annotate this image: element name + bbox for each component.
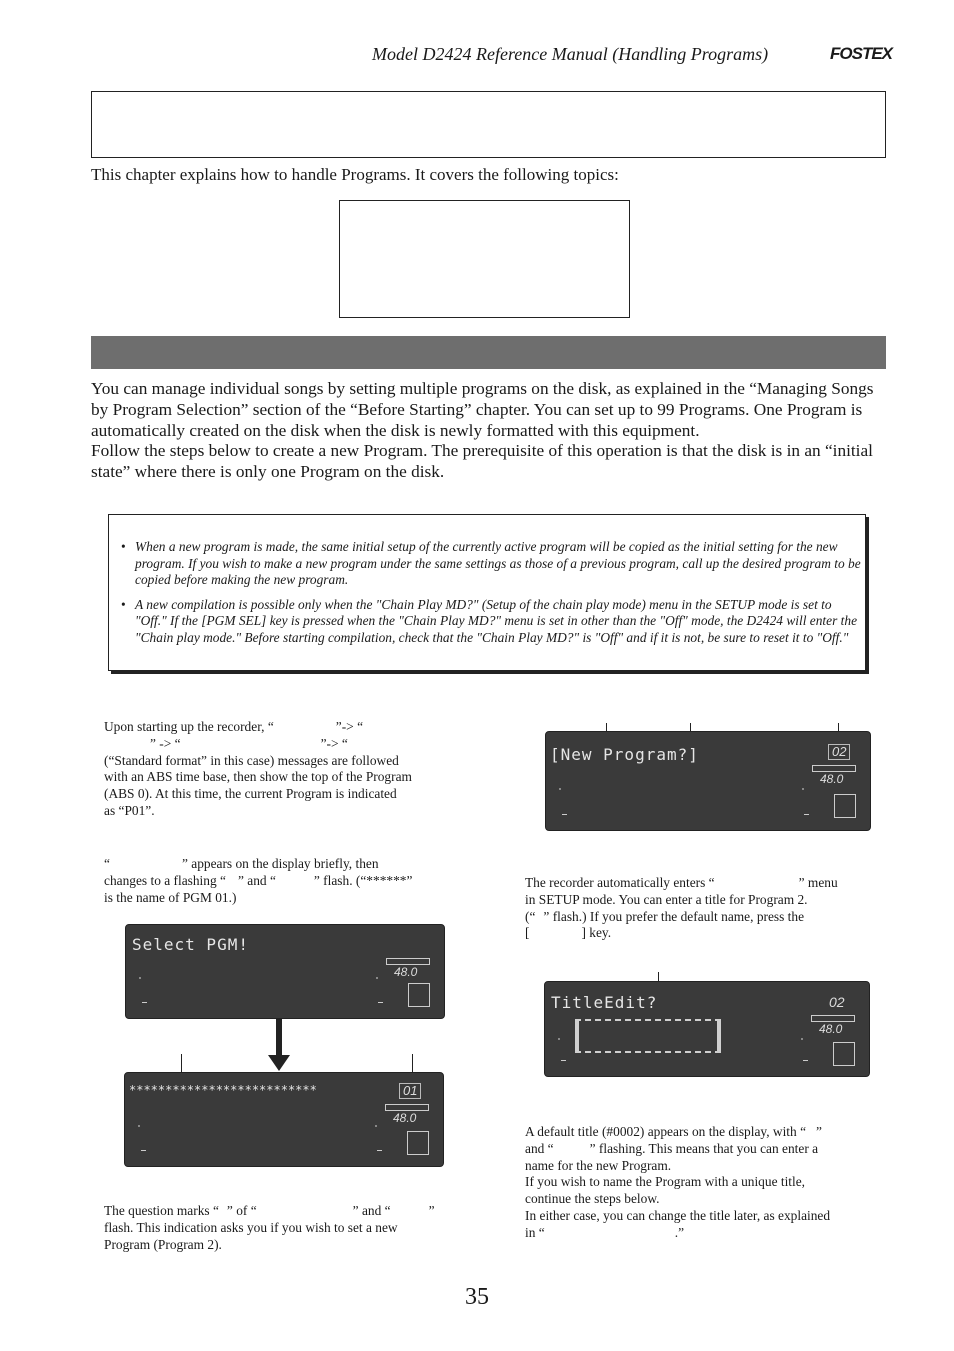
status-indicator <box>834 794 856 818</box>
status-indicator <box>408 983 430 1007</box>
text-line: in SETUP mode. You can enter a title for Program 2. <box>525 891 808 907</box>
program-number: 02 <box>829 994 845 1010</box>
lcd-display-new-program <box>545 731 871 831</box>
text-fragment: in “ <box>525 1224 545 1240</box>
text-fragment: ” and “ <box>352 1203 391 1218</box>
text-fragment: [ <box>525 925 530 941</box>
text-fragment: .” <box>674 1224 685 1240</box>
text-fragment: ” menu <box>798 875 838 890</box>
text-fragment: ” of “ <box>226 1203 257 1218</box>
lcd-text: TitleEdit? <box>551 993 658 1012</box>
body-text <box>91 379 887 483</box>
note-item: • When a new program is made, the same initial setup of the currently active program will be copied as the initial setting for the new program. If you wish to make a new program under the same settings as those of a previous program, call up the desired program to be copied before making the new program. <box>121 539 861 588</box>
lcd-dot <box>802 788 804 790</box>
note-text: When a new program is made, the same initial setup of the currently active program will be copied as the initial setting for the new program. If you wish to make a new program under the same settings as those of a previous program, call up the desired program to be copied before making the new program. <box>135 539 861 588</box>
text-fragment: “ <box>104 856 110 871</box>
text-line: as “P01”. <box>104 802 155 818</box>
step1-text <box>104 719 466 820</box>
level-bar <box>385 1104 429 1111</box>
status-indicator <box>833 1042 855 1066</box>
text-fragment: The recorder automatically enters “ <box>525 875 715 890</box>
text-line: Program (Program 2). <box>104 1236 222 1252</box>
text-fragment: ” appears on the display briefly, then <box>181 856 379 871</box>
text-fragment: Upon starting up the recorder, “ <box>104 719 274 734</box>
lcd-display-select-pgm <box>125 924 445 1019</box>
level-bar <box>812 765 856 772</box>
lcd-dash <box>561 1060 566 1061</box>
lcd-dash <box>377 1150 382 1151</box>
lcd-text: [New Program?] <box>550 745 699 764</box>
text-fragment: ” -> “ <box>150 735 181 751</box>
text-line: In either case, you can change the title later, as explained <box>525 1207 831 1223</box>
text-fragment: ] key. <box>581 925 612 941</box>
text-line: flash. This indication asks you if you wish to set a new <box>104 1219 398 1235</box>
sample-rate: 48.0 <box>820 772 844 786</box>
note-text: A new compilation is possible only when the "Chain Play MD?" (Setup of the chain play mode) menu in the SETUP mode is set to "Off." If the [PGM SEL] key is pressed when the "Chain Play MD?" menu is set in other than the "Off" mode, the D2424 will enter the "Chain play mode." Before starting compilation, check that the "Chain Play MD?" is "Off" and if it is not, be sure to reset it to "Off." <box>135 596 858 645</box>
text-fragment: ” <box>816 1124 822 1139</box>
text-fragment: ” flash.) If you prefer the default name, press the <box>543 908 805 924</box>
text-line: with an ABS time base, then show the top of the Program <box>104 769 412 785</box>
text-fragment: (“ <box>525 908 536 924</box>
program-number: 01 <box>399 1083 421 1099</box>
lcd-dot <box>559 788 561 790</box>
lcd-dash <box>141 1150 146 1151</box>
text-line: continue the steps below. <box>525 1191 660 1207</box>
text-line: (“Standard format” in this case) messages are followed <box>104 752 399 768</box>
text-line: is the name of PGM 01.) <box>104 889 237 905</box>
lcd-dot <box>138 1125 140 1127</box>
text-line: name for the new Program. <box>525 1157 672 1173</box>
text-line: If you wish to name the Program with a unique title, <box>525 1174 806 1190</box>
note-box <box>108 514 866 671</box>
text-line: (ABS 0). At this time, the current Program is indicated <box>104 786 397 802</box>
page-header-title: Model D2424 Reference Manual (Handling Programs) <box>372 44 769 64</box>
status-indicator <box>407 1131 429 1155</box>
lcd-display-program-name <box>124 1072 444 1167</box>
lcd-dash <box>804 814 809 815</box>
text-fragment: The question marks “ <box>104 1203 219 1218</box>
down-arrow-icon <box>268 1019 290 1071</box>
callout-line <box>181 1054 182 1072</box>
step2-text <box>104 856 466 906</box>
text-fragment: and “ <box>525 1140 554 1156</box>
sample-rate: 48.0 <box>393 1111 417 1125</box>
lcd-text: ************************** <box>129 1083 317 1097</box>
lcd-dash <box>803 1060 808 1061</box>
topics-box <box>339 200 630 318</box>
lcd-dash <box>562 814 567 815</box>
lcd-display-title-edit <box>544 981 870 1077</box>
text-fragment: ” flashing. This means that you can enter a <box>589 1140 819 1156</box>
sample-rate: 48.0 <box>819 1022 843 1036</box>
level-bar <box>811 1015 855 1022</box>
sample-rate: 48.0 <box>394 965 418 979</box>
title-entry-field <box>575 1019 721 1053</box>
text-fragment: ”-> “ <box>335 719 364 734</box>
brand-logo: FOSTEX <box>830 44 893 63</box>
lcd-text: Select PGM! <box>132 935 249 954</box>
step3-text <box>104 1203 466 1253</box>
program-number: 02 <box>828 744 850 760</box>
text-fragment: ” <box>428 1203 435 1218</box>
note-item: • A new compilation is possible only when the "Chain Play MD?" (Setup of the chain play mode) menu in the SETUP mode is set to "Off." If the [PGM SEL] key is pressed when the "Chain Play MD?" menu is set in other than the "Off" mode, the D2424 will enter the "Chain play mode." Before starting compilation, check that the "Chain Play MD?" is "Off" and if it is not, be sure to reset it to "Off." <box>121 596 858 645</box>
lcd-dot <box>801 1038 803 1040</box>
lcd-dash <box>142 1002 147 1003</box>
text-fragment: ” flash. (“******” <box>313 872 413 888</box>
lcd-dash <box>378 1002 383 1003</box>
lcd-dot <box>375 1125 377 1127</box>
text-fragment: A default title (#0002) appears on the display, with “ <box>525 1124 807 1139</box>
level-bar <box>386 958 430 965</box>
body-paragraph: Follow the steps below to create a new Program. The prerequisite of this operation is that the disk is in an “initial state” where there is only one Program on the disk. <box>91 441 873 482</box>
intro-text: This chapter explains how to handle Programs. It covers the following topics: <box>91 165 619 184</box>
section-heading-bar <box>91 336 886 369</box>
step5-text <box>525 1124 889 1242</box>
text-fragment: ”-> “ <box>320 735 348 751</box>
lcd-dot <box>376 977 378 979</box>
page-number: 35 <box>465 1284 489 1310</box>
text-fragment: changes to a flashing “ <box>104 872 226 888</box>
lcd-dot <box>139 977 141 979</box>
chapter-title-box <box>91 91 886 158</box>
text-fragment: ” and “ <box>237 872 276 888</box>
step4-text <box>525 875 887 942</box>
lcd-dot <box>558 1038 560 1040</box>
body-paragraph: You can manage individual songs by setting multiple programs on the disk, as explained in the “Managing Songs by Program Selection” section of the “Before Starting” chapter. You can set up to 99 Programs. One Program is automatically created on the disk when the disk is newly formatted with this equipment. <box>91 379 874 440</box>
